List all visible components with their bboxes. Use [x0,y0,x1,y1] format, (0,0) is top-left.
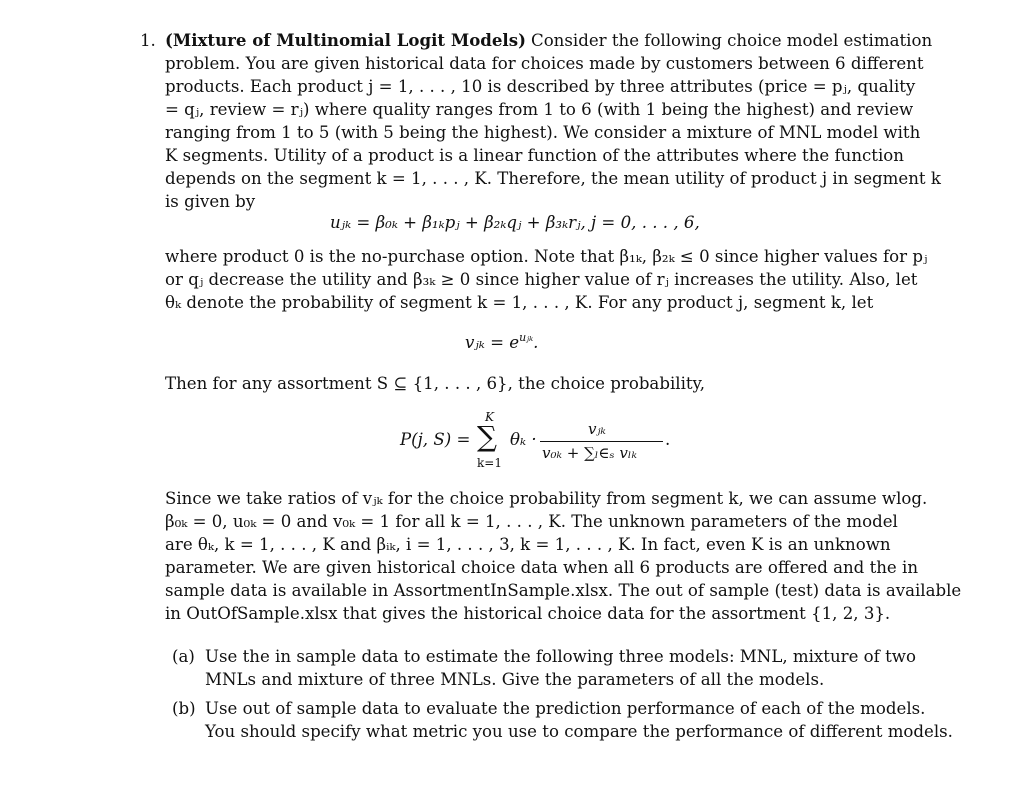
v-equation [465,331,538,352]
v-equation-lhs: vⱼₖ = e [465,333,520,352]
part-b-label: (b) [172,699,196,718]
paragraph-4-line-3: parameter. We are given historical choice data when all 6 products are offered and the in [165,558,919,577]
v-equation-end: . [533,333,539,352]
eq3-fraction-bar [540,441,663,442]
paragraph-1-line-3: = qⱼ, review = rⱼ) where quality ranges from 1 to 6 (with 1 being the highest) and review [165,100,914,119]
paragraph-1-line-2: products. Each product j = 1, . . . , 10 is described by three attributes (price = pⱼ, quality [165,77,916,96]
paragraph-4-line-2: are θₖ, k = 1, . . . , K and βᵢₖ, i = 1, . . . , 3, k = 1, . . . , K. In fact, even K is an unknown [165,535,891,554]
problem-number: 1. [140,31,156,50]
utility-equation: uⱼₖ = β₀ₖ + β₁ₖpⱼ + β₂ₖqⱼ + β₃ₖrⱼ, j = 0, . . . , 6, [330,213,700,232]
paragraph-4-line-1: β₀ₖ = 0, u₀ₖ = 0 and v₀ₖ = 1 for all k = 1, . . . , K. The unknown parameters of the model [165,512,898,531]
part-b-line-1: You should specify what metric you use to compare the performance of different models. [205,722,953,741]
paragraph-4-line-0: Since we take ratios of vⱼₖ for the choice probability from segment k, we can assume wlog. [165,489,928,508]
eq3-sum-top: K [485,410,494,424]
eq3-denominator: v₀ₖ + ∑ₗ∈ₛ vₗₖ [542,444,637,462]
paragraph-4-line-4: sample data is available in AssortmentInSample.xlsx. The out of sample (test) data is available [165,581,962,600]
paragraph-4-line-5: in OutOfSample.xlsx that gives the historical choice data for the assortment {1, 2, 3}. [165,604,891,623]
paragraph-1-line-1: problem. You are given historical data for choices made by customers between 6 different [165,54,924,73]
eq3-lhs: P(j, S) = [400,430,471,449]
paragraph-1-line-7: is given by [165,192,256,211]
paragraph-3: Then for any assortment S ⊆ {1, . . . , 6}, the choice probability, [165,374,705,393]
paragraph-2-line-2: θₖ denote the probability of segment k = 1, . . . , K. For any product j, segment k, let [165,293,874,312]
paragraph-1-line-5: K segments. Utility of a product is a linear function of the attributes where the function [165,146,904,165]
paragraph-2-line-1: or qⱼ decrease the utility and β₃ₖ ≥ 0 since higher value of rⱼ increases the utility. Also, let [165,270,918,289]
v-equation-exponent: uⱼₖ [519,331,534,344]
problem-title: (Mixture of Multinomial Logit Models) [165,30,526,50]
part-b-line-0: Use out of sample data to evaluate the prediction performance of each of the models. [205,699,926,718]
eq3-sum-bottom: k=1 [477,456,502,470]
part-a-line-0: Use the in sample data to estimate the following three models: MNL, mixture of two [205,647,916,666]
paragraph-1-line-0: Consider the following choice model estimation [531,31,933,50]
eq3-numerator: vⱼₖ [588,420,606,438]
part-a-line-1: MNLs and mixture of three MNLs. Give the parameters of all the models. [205,670,825,689]
eq3-sum-symbol: ∑ [477,420,497,453]
eq3-theta: θₖ · [510,430,537,449]
part-a-label: (a) [172,647,195,666]
paragraph-1-line-6: depends on the segment k = 1, . . . , K. Therefore, the mean utility of product j in segment k [165,169,941,188]
paragraph-2-line-0: where product 0 is the no-purchase option. Note that β₁ₖ, β₂ₖ ≤ 0 since higher values for pⱼ [165,247,928,266]
paragraph-1-line-4: ranging from 1 to 5 (with 5 being the highest). We consider a mixture of MNL model with [165,123,921,142]
eq3-end: . [665,430,671,449]
